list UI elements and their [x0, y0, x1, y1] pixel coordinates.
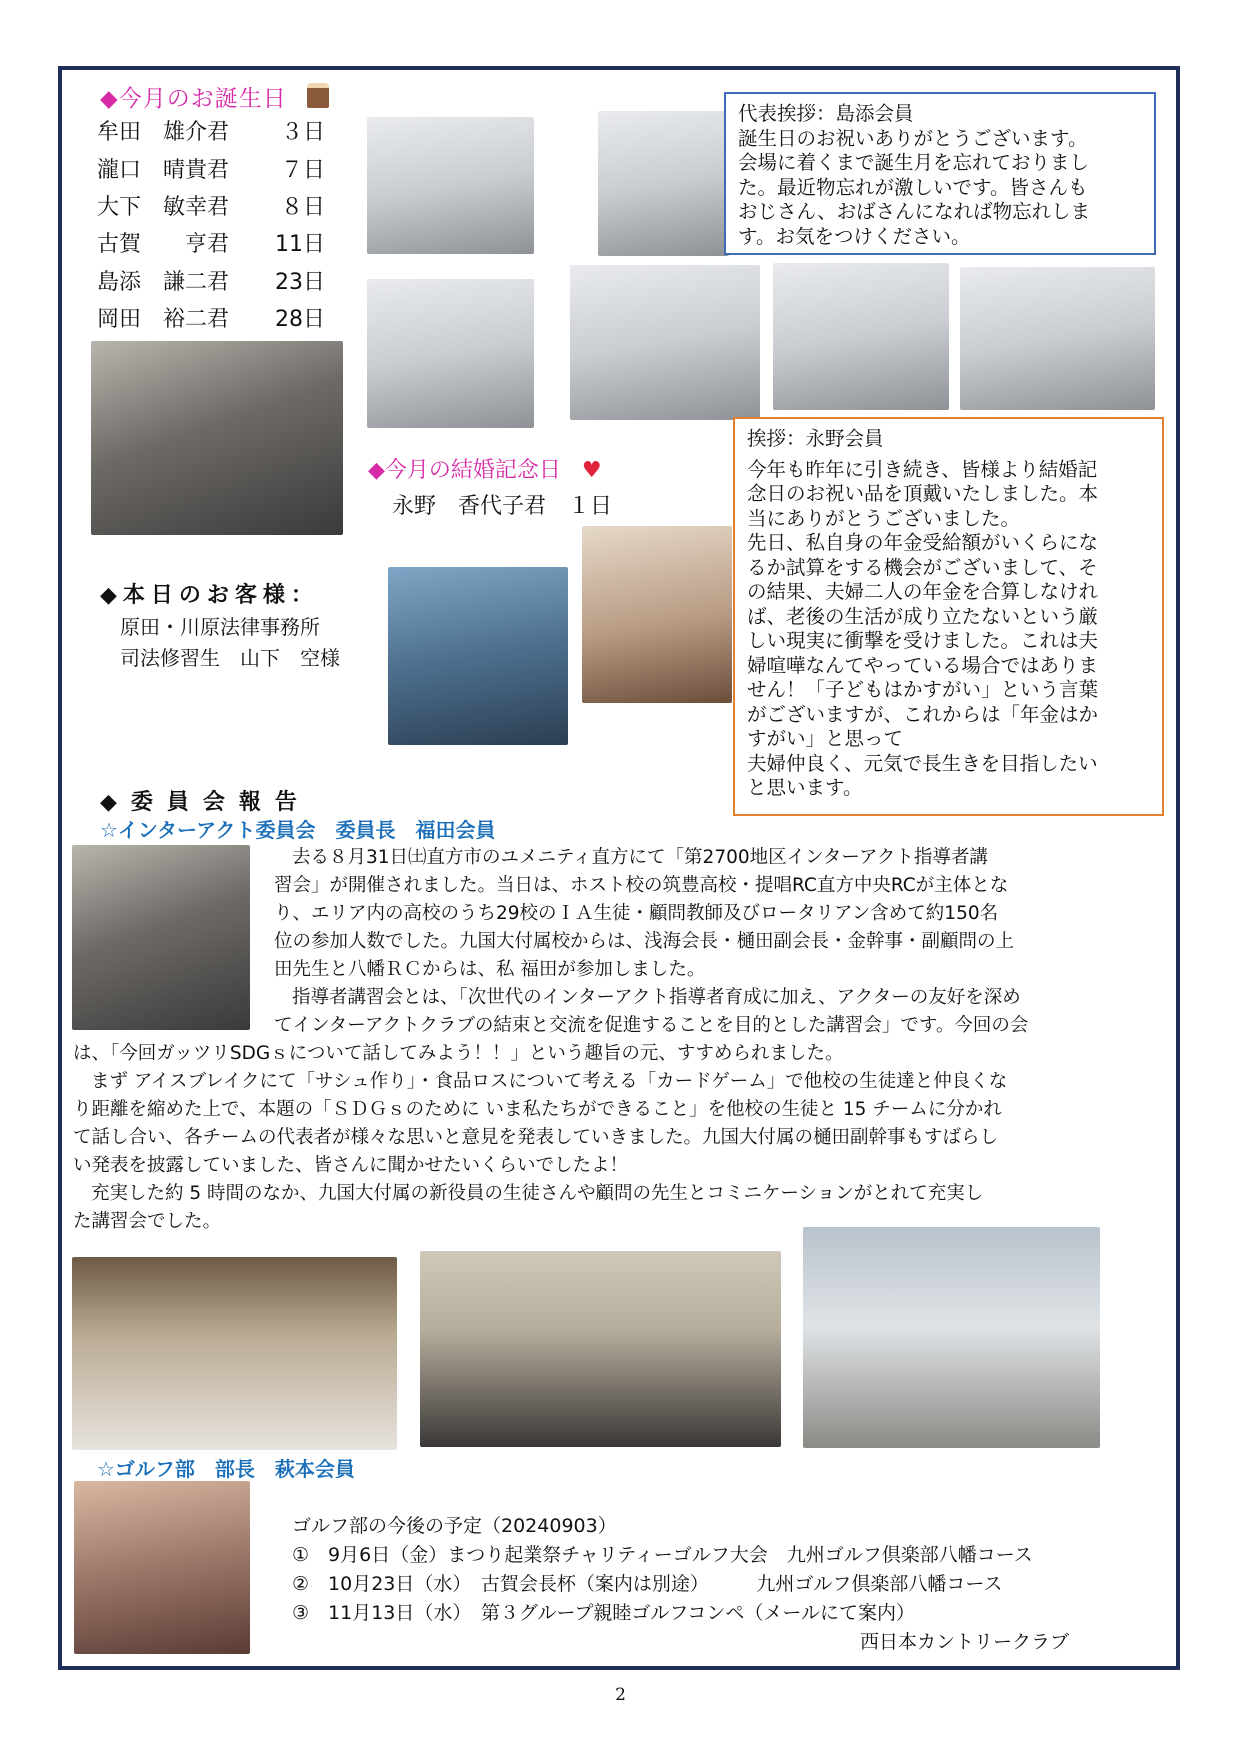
- birthday-row: 大下 敏幸君 ８日: [97, 195, 325, 220]
- speech-line: 念日のお祝い品を頂戴いたしました。本: [747, 482, 1099, 505]
- speech-line: ば、老後の生活が成り立たないという厳: [747, 604, 1099, 628]
- report-line: は、「今回ガッツリSDGｓについて話してみよう！！」という趣旨の元、すすめられました。: [73, 1043, 844, 1064]
- guest-line: 司法修習生 山下 空様: [120, 646, 340, 670]
- speech-line: の結果、夫婦二人の年金を合算しなけれ: [747, 580, 1099, 603]
- birthday-row: 島添 謙二君 23日: [97, 270, 325, 295]
- speech-line: 当にありがとうございました。: [747, 506, 1021, 530]
- birthday-row: 牟田 雄介君 ３日: [97, 120, 325, 145]
- report-line: 田先生と八幡ＲＣからは、私 福田が参加しました。: [274, 959, 706, 980]
- photo-birthday-group: [91, 341, 343, 535]
- photo-nagano: [582, 526, 732, 703]
- photo-birthday-presentation: [367, 117, 534, 254]
- photo-speaker-shimazoe: [598, 111, 729, 256]
- birthday-speech-box: [724, 92, 1156, 255]
- guest-line: 原田・川原法律事務所: [120, 615, 320, 639]
- golf-schedule-title: ゴルフ部の今後の予定（20240903）: [292, 1515, 617, 1537]
- speech-line: 先日、私自身の年金受給額がいくらにな: [747, 531, 1099, 554]
- report-line: 習会」が開催されました。当日は、ホスト校の筑豊高校・提唱RC直方中央RCが主体とな: [274, 875, 1009, 896]
- golf-item: ③ 11月13日（水） 第３グループ親睦ゴルフコンペ（メールにて案内）: [292, 1602, 916, 1624]
- interact-report-indented: [274, 844, 1158, 1040]
- birthday-title: ◆今月のお誕生日: [100, 80, 329, 113]
- wedding-member: 永野 香代子君 １日: [392, 494, 613, 519]
- committee-title: ◆委員会報告: [100, 790, 311, 815]
- photo-birthday-presentation: [960, 267, 1155, 410]
- cake-icon: [307, 83, 329, 108]
- photo-birthday-presentation: [773, 263, 949, 410]
- report-line: 充実した約 5 時間のなか、九国大付属の新役員の生徒さんや顧問の先生とコミニケーションがとれて充実し: [91, 1183, 984, 1204]
- golf-last-venue: 西日本カントリークラブ: [860, 1631, 1070, 1653]
- interact-heading: ☆インターアクト委員会 委員長 福田会員: [100, 818, 496, 842]
- birthday-row: 古賀 亨君 11日: [97, 232, 325, 257]
- speech-line: 誕生日のお祝いありがとうございます。: [738, 126, 1088, 150]
- report-line: てインターアクトクラブの結束と交流を促進することを目的とした講習会」です。今回の会: [274, 1015, 1029, 1036]
- golf-heading: ☆ゴルフ部 部長 萩本会員: [97, 1457, 355, 1481]
- photo-event-hall: [72, 1257, 397, 1450]
- heart-icon: ♥: [581, 458, 602, 483]
- speech-line: 婦喧嘩なんてやっている場合ではありま: [747, 653, 1099, 677]
- photo-guest: [388, 567, 568, 745]
- photo-birthday-presentation: [570, 265, 760, 420]
- report-line: た講習会でした。: [73, 1211, 222, 1232]
- speech-title: 挨拶：永野会員: [747, 427, 884, 450]
- photo-hagimoto: [74, 1481, 250, 1654]
- golf-item: ① 9月6日（金）まつり起業祭チャリティーゴルフ大会 九州ゴルフ倶楽部八幡コース: [292, 1544, 1033, 1566]
- guests-title: ◆本日のお客様：: [100, 583, 319, 608]
- speech-line: しい現実に衝撃を受けました。これは夫: [747, 629, 1099, 652]
- report-line: て話し合い、各チームの代表者が様々な思いと意見を発表していきました。九国大付属の樋田副幹事もすばらし: [73, 1127, 999, 1148]
- report-line: り距離を縮めた上で、本題の「ＳＤＧｓのために いま私たちができること」を他校の生徒と 15 チームに分かれ: [73, 1099, 1002, 1120]
- speech-line: すがい」と思って: [747, 727, 904, 750]
- report-line: まず アイスブレイクにて「サシュ作り」・食品ロスについて考える「カードゲーム」で他校の生徒達と仲良くな: [91, 1071, 1008, 1092]
- report-line: い発表を披露していました、皆さんに聞かせたいくらいでしたよ！: [73, 1155, 629, 1176]
- golf-item: ② 10月23日（水） 古賀会長杯（案内は別途） 九州ゴルフ倶楽部八幡コース: [292, 1573, 1003, 1595]
- report-line: り、エリア内の高校のうち29校のＩＡ生徒・顧問教師及びロータリアン含めて約150名: [274, 903, 999, 924]
- report-line: 位の参加人数でした。九国大付属校からは、浅海会長・樋田副会長・金幹事・副顧問の上: [274, 931, 1015, 952]
- photo-fukuda: [72, 845, 250, 1030]
- speech-line: がございますが、これからは「年金はか: [747, 702, 1099, 726]
- speech-line: るか試算をする機会がございまして、そ: [747, 555, 1098, 579]
- wedding-title: ◆今月の結婚記念日 ♥: [368, 458, 602, 483]
- report-line: 指導者講習会とは、「次世代のインターアクト指導者育成に加え、アクターの友好を深め: [292, 987, 1021, 1008]
- wedding-speech-box: [733, 417, 1164, 816]
- interact-report-full: [73, 1040, 1159, 1236]
- photo-event-students: [803, 1227, 1100, 1448]
- photo-birthday-presentation: [367, 279, 534, 428]
- page-number: 2: [615, 1685, 626, 1705]
- speech-line: おじさん、おばさんになれば物忘れしま: [738, 200, 1091, 223]
- photo-event-stage: [420, 1251, 781, 1447]
- speech-title: 代表挨拶：島添会員: [738, 102, 914, 125]
- speech-line: 今年も昨年に引き続き、皆様より結婚記: [747, 457, 1098, 481]
- report-line: 去る８月31日㈯直方市のユメニティ直方にて「第2700地区インターアクト指導者講: [292, 847, 988, 868]
- birthday-row: 岡田 裕二君 28日: [97, 307, 325, 332]
- speech-line: せん！「子どもはかすがい」という言葉: [747, 678, 1099, 701]
- speech-line: 会場に着くまで誕生月を忘れておりまし: [738, 151, 1090, 174]
- speech-line: 夫婦仲良く、元気で長生きを目指したい: [747, 751, 1098, 775]
- birthday-row: 瀧口 晴貴君 ７日: [97, 158, 325, 183]
- speech-line: と思います。: [747, 776, 863, 799]
- speech-line: た。最近物忘れが激しいです。皆さんも: [738, 175, 1088, 199]
- speech-line: す。お気をつけください。: [738, 224, 971, 248]
